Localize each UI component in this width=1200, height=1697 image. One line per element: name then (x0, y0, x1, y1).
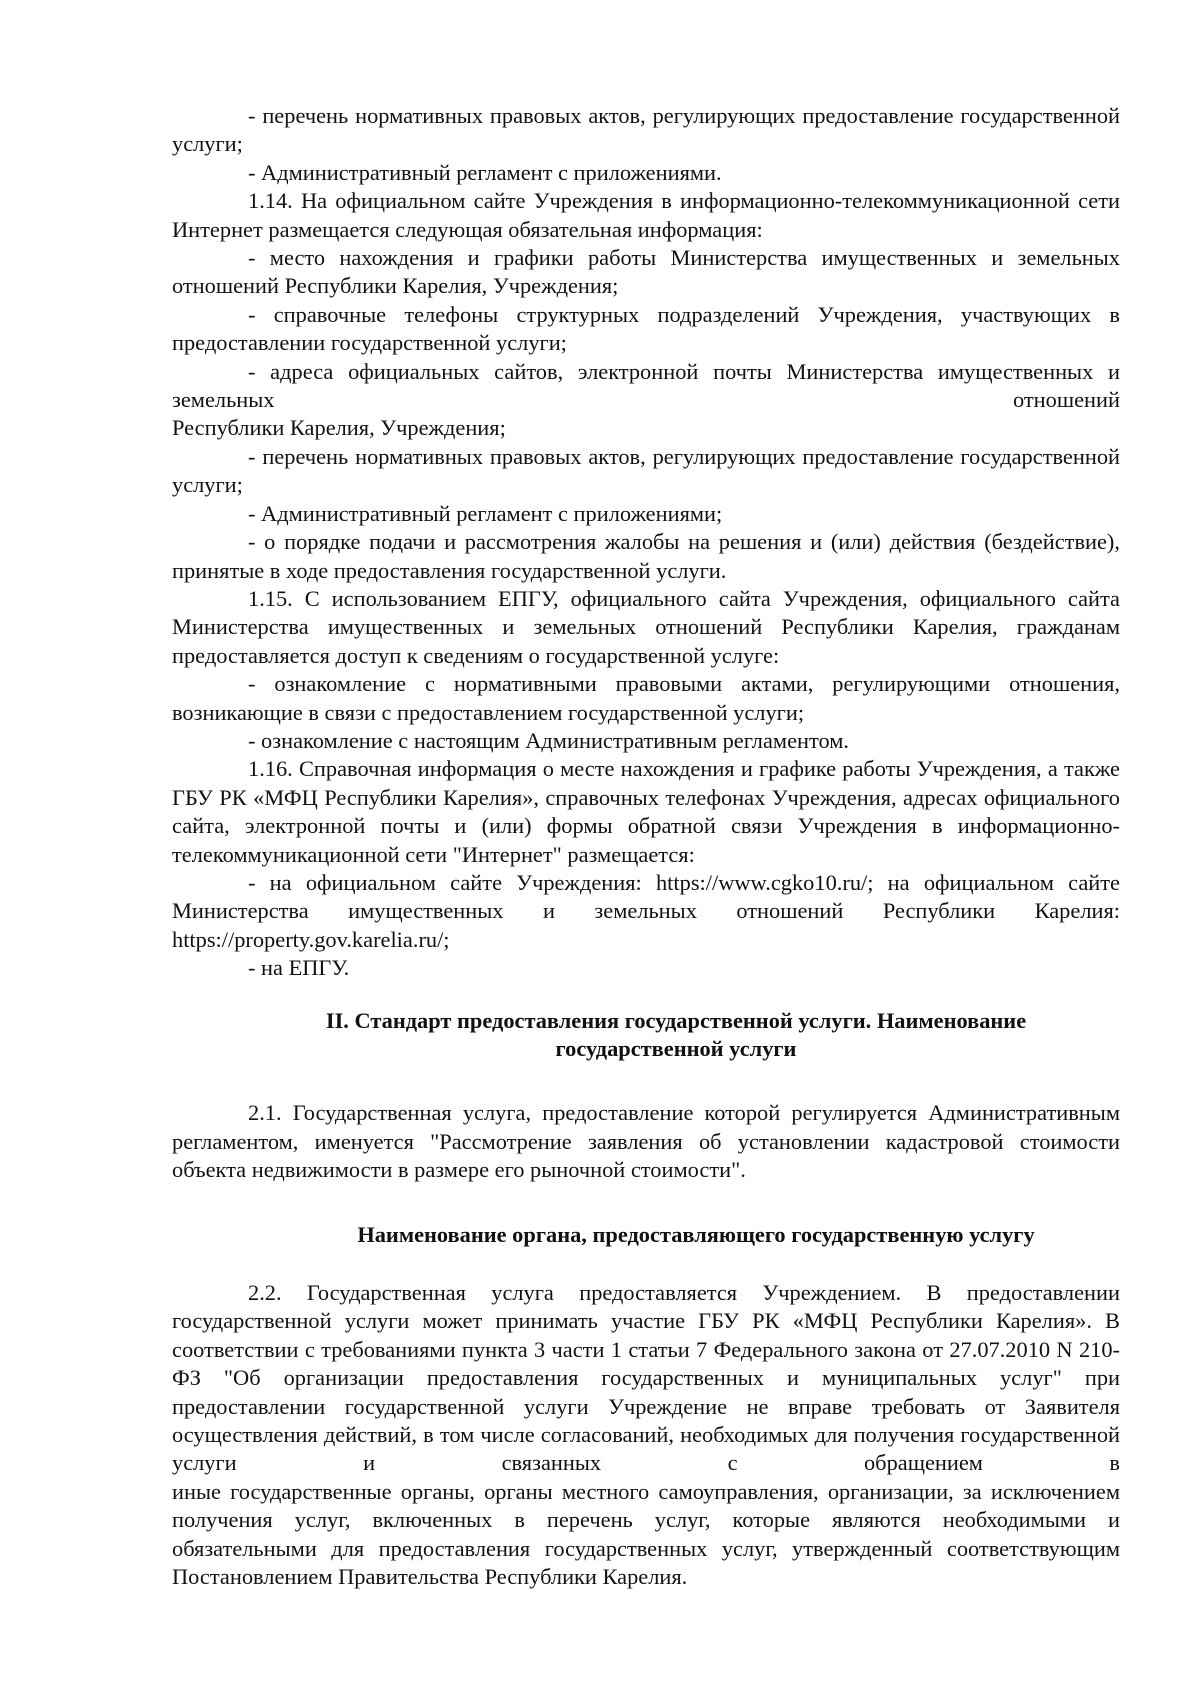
heading-organ: Наименование органа, предоставляющего государственную услугу (357, 1221, 1035, 1247)
paragraph-phones: - справочные телефоны структурных подразделений Учреждения, участвующих в предоставлении государственной услуги; (172, 301, 1120, 356)
paragraph-regulation-1: - Административный регламент с приложениями. (248, 159, 722, 185)
spacer (172, 983, 1120, 1007)
paragraph-list-acts-1: - перечень нормативных правовых актов, регулирующих предоставление государственной услуги; (172, 103, 1120, 157)
paragraph-2-1: 2.1. Государственная услуга, предоставление которой регулируется Административным регламентом, именуется "Рассмотрение заявления об установлении кадастровой стоимости объекта недвижимости в размере его рыночной стоимости". (172, 1100, 1120, 1183)
paragraph-complaints: - о порядке подачи и рассмотрения жалобы на решения и (или) действия (бездействие), принятые в ходе предоставления государственной услуги. (172, 529, 1120, 583)
paragraph-1-15: 1.15. С использованием ЕПГУ, официального сайта Учреждения, официального сайта Министерства имущественных и земельных отношений Республики Карелия, гражданам предоставляется доступ к сведениям о государственной услуге: (172, 585, 1120, 668)
paragraph-addresses-cont: Республики Карелия, Учреждения; (172, 415, 506, 441)
paragraph-list-acts-2: - перечень нормативных правовых актов, регулирующих предоставление государственной услуги; (172, 443, 1120, 498)
paragraph-location: - место нахождения и графики работы Министерства имущественных и земельных отношений Республики Карелия, Учреждения; (172, 245, 1120, 299)
paragraph-websites: - на официальном сайте Учреждения: https://www.cgko10.ru/; на официальном сайте Министерства имущественных и земельных отношений Республики Карелия: https://property.gov.karelia.ru/; (172, 869, 1120, 952)
paragraph-addresses: - адреса официальных сайтов, электронной почты Министерства имущественных и земельных отношений (172, 358, 1120, 413)
spacer (172, 1185, 1120, 1221)
document-page (172, 102, 1120, 1592)
section-2-heading-line-1: II. Стандарт предоставления государственной услуги. Наименование (325, 1007, 1027, 1033)
paragraph-acts-familiarization: - ознакомление с нормативными правовыми актами, регулирующими отношения, возникающие в связи с предоставлением государственной услуги; (172, 671, 1120, 725)
paragraph-regulation-familiarization: - ознакомление с настоящим Административным регламентом. (248, 727, 850, 753)
spacer (172, 1249, 1120, 1279)
section-2-heading-line-2: государственной услуги (555, 1036, 797, 1061)
paragraph-epgu: - на ЕПГУ. (248, 955, 350, 981)
paragraph-regulation-2: - Административный регламент с приложениями; (248, 500, 723, 526)
paragraph-1-14: 1.14. На официальном сайте Учреждения в информационно-телекоммуникационной сети Интернет размещается следующая обязательная информация: (172, 188, 1120, 242)
spacer (172, 1063, 1120, 1099)
paragraph-2-2-a: 2.2. Государственная услуга предоставляется Учреждением. В предоставлении государственной услуги может принимать участие ГБУ РК «МФЦ Республики Карелия». В соответствии с требованиями пункта 3 части 1 статьи 7 Федерального закона от 27.07.2010 N 210-ФЗ "Об организации предоставления государственных и муниципальных услуг" при предоставлении государственной услуги Учреждение не вправе требовать от Заявителя осуществления действий, в том числе согласований, необходимых для получения государственной услуги и связанных с обращением в (172, 1280, 1120, 1476)
paragraph-1-16: 1.16. Справочная информация о месте нахождения и графике работы Учреждения, а также ГБУ РК «МФЦ Республики Карелия», справочных телефонах Учреждения, адресах официального сайта, электронной почты и (или) формы обратной связи Учреждения в информационно-телекоммуникационной сети "Интернет" размещается: (172, 756, 1120, 867)
paragraph-2-2-b: иные государственные органы, органы местного самоуправления, организации, за исключением получения услуг, включенных в перечень услуг, которые являются необходимыми и обязательными для предоставления государственных услуг, утвержденный соответствующим Постановлением Правительства Республики Карелия. (172, 1478, 1120, 1590)
